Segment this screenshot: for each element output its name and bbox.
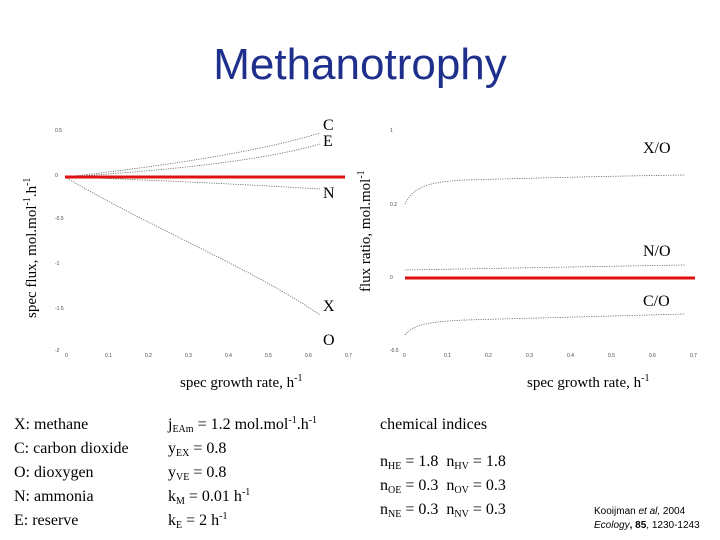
reference-citation: Kooijman et al, 2004 Ecology, 85, 1230-1243 — [594, 506, 700, 531]
x-tick-label: 0.2 — [485, 353, 492, 359]
chemical-index-row: $n_{NE} = 0.3$ $n_{NV} = 0.3$ — [380, 501, 506, 520]
compound-item: N: ammonia — [14, 488, 94, 505]
y-tick-label: -1 — [55, 261, 60, 267]
x-tick-label: 0.3 — [185, 353, 192, 359]
compound-item: O: dioxygen — [14, 464, 94, 481]
chemical-index-row: $n_{HE} = 1.8$ $n_{HV} = 1.8$ — [380, 453, 506, 472]
right-plot-xlabel: spec growth rate, $h^{-1}$ — [527, 373, 650, 391]
label-NO: N/O — [643, 243, 671, 260]
param-yVE: $y_{VE} = 0.8$ — [168, 464, 227, 483]
x-tick-label: 0.1 — [105, 353, 112, 359]
param-jEAm: $j_{EAm} = 1.2$ $mol.mol^{-1}.h^{-1}$ — [168, 415, 318, 435]
curve-NO — [405, 265, 685, 270]
x-tick-label: 0.7 — [345, 353, 352, 359]
right-plot-xticks — [403, 353, 697, 359]
right-plot-yticks — [390, 128, 399, 354]
left-plot-ylabel: spec flux, $mol.mol^{-1}.h^{-1}$ — [22, 177, 40, 318]
curve-C — [65, 133, 320, 177]
x-tick-label: 0 — [65, 353, 68, 359]
x-tick-label: 0 — [403, 353, 406, 359]
compound-item: E: reserve — [14, 512, 79, 529]
left-plot-xticks — [65, 353, 352, 359]
compound-legend — [14, 413, 129, 533]
label-C: C — [323, 117, 334, 134]
curve-CO — [405, 314, 685, 335]
y-tick-label: 1 — [390, 128, 393, 134]
label-X: X — [323, 298, 335, 315]
param-kE: $k_E = 2$ $h^{-1}$ — [168, 511, 228, 531]
curve-N — [65, 177, 320, 189]
left-plot — [55, 120, 355, 360]
chemical-indices-heading: chemical indices — [380, 416, 488, 433]
y-tick-label: -2 — [55, 348, 60, 354]
x-tick-label: 0.4 — [567, 353, 574, 359]
x-tick-label: 0.6 — [305, 353, 312, 359]
chemical-index-row: $n_{OE} = 0.3$ $n_{OV} = 0.3$ — [380, 477, 506, 496]
x-tick-label: 0.3 — [526, 353, 533, 359]
compound-item: X: methane — [14, 416, 89, 433]
label-E: E — [323, 133, 333, 150]
x-tick-label: 0.4 — [225, 353, 232, 359]
chemical-indices — [380, 450, 506, 522]
left-plot-yticks — [55, 128, 64, 354]
x-tick-label: 0.5 — [608, 353, 615, 359]
left-plot-xlabel: spec growth rate, $h^{-1}$ — [180, 373, 303, 391]
y-tick-label: -0.5 — [390, 348, 399, 354]
curve-XO — [405, 175, 685, 204]
x-tick-label: 0.1 — [444, 353, 451, 359]
label-O: O — [323, 332, 335, 349]
param-kM: $k_M = 0.01$ $h^{-1}$ — [168, 487, 251, 507]
right-plot-ylabel: flux ratio, mol.mol$^{-1}$ — [356, 170, 374, 292]
y-tick-label: 0.5 — [55, 128, 62, 134]
x-tick-label: 0.6 — [649, 353, 656, 359]
y-tick-label: 0 — [55, 173, 58, 179]
param-yEX: $y_{EX} = 0.8$ — [168, 440, 227, 459]
y-tick-label: 0 — [390, 275, 393, 281]
label-CO: C/O — [643, 293, 670, 310]
y-tick-label: -0.5 — [55, 216, 64, 222]
x-tick-label: 0.7 — [690, 353, 697, 359]
label-XO: X/O — [643, 140, 671, 157]
label-N: N — [323, 185, 335, 202]
x-tick-label: 0.2 — [145, 353, 152, 359]
y-tick-label: -1.5 — [55, 306, 64, 312]
y-tick-label: 0.2 — [390, 202, 397, 208]
curve-X — [65, 177, 320, 315]
compound-item: C: carbon dioxide — [14, 440, 129, 457]
parameter-list — [168, 413, 317, 533]
x-tick-label: 0.5 — [265, 353, 272, 359]
slide-title: Methanotrophy — [213, 40, 507, 89]
